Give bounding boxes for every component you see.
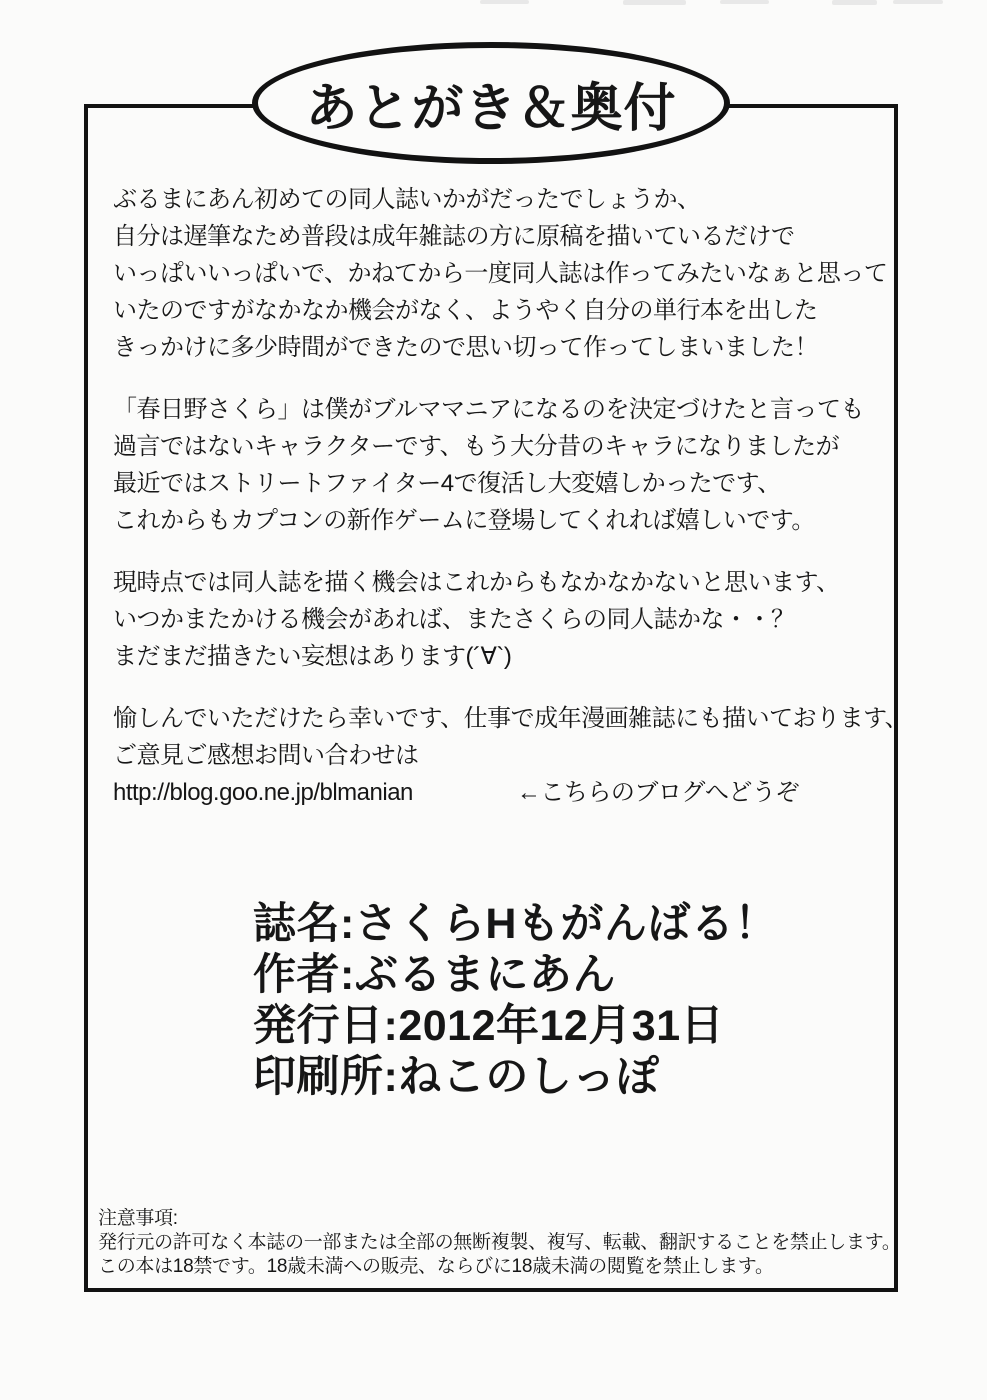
text-line: ご意見ご感想お問い合わせは xyxy=(113,742,419,769)
text-line: これからもカプコンの新作ゲームに登場してくれれば嬉しいです。 xyxy=(113,507,815,534)
paragraph-future xyxy=(113,564,903,675)
notice-age-restriction: この本は18禁です。18歳未満への販売、ならびに18歳未満の閲覧を禁止します。 xyxy=(98,1256,774,1277)
paragraph-character xyxy=(113,391,903,539)
title-ellipse xyxy=(252,42,730,164)
text-line: 自分は遅筆なため普段は成年雑誌の方に原稿を描いているだけで xyxy=(113,223,795,250)
text-line: きっかけに多少時間ができたので思い切って作ってしまいました！ xyxy=(113,334,818,361)
colophon-block xyxy=(253,899,778,1103)
colophon-printer: 印刷所:ねこのしっぽ xyxy=(253,1053,660,1101)
scan-artifact xyxy=(832,0,877,5)
text-line: 愉しんでいただけたら幸いです、仕事で成年漫画雑誌にも描いております、 xyxy=(113,705,909,732)
text-line: 過言ではないキャラクターです、もう大分昔のキャラになりましたが xyxy=(113,433,840,460)
colophon-publish-date: 発行日:2012年12月31日 xyxy=(253,1002,725,1050)
notice-block xyxy=(98,1207,901,1279)
colophon-book-title: 誌名:さくらHもがんばる！ xyxy=(253,900,778,948)
text-line: 現時点では同人誌を描く機会はこれからもなかなかないと思います、 xyxy=(113,569,840,596)
notice-copyright: 発行元の許可なく本誌の一部または全部の無断複製、複写、転載、翻訳することを禁止します。 xyxy=(98,1232,901,1253)
text-line: 最近ではストリートファイター4で復活し大変嬉しかったです、 xyxy=(113,470,781,497)
scan-artifact xyxy=(623,0,686,5)
blog-url: http://blog.goo.ne.jp/blmanian xyxy=(113,779,413,806)
text-line: 「春日野さくら」は僕がブルママニアになるのを決定づけたと言っても xyxy=(113,396,865,423)
scan-artifact xyxy=(893,0,943,4)
scan-artifact xyxy=(720,0,769,4)
text-line: まだまだ描きたい妄想はあります(´∀`) xyxy=(113,643,512,670)
text-line: ぶるまにあん初めての同人誌いかがだったでしょうか、 xyxy=(113,186,701,213)
paragraph-contact xyxy=(113,700,909,811)
scan-artifact xyxy=(480,0,529,4)
paragraph-intro xyxy=(113,181,903,366)
text-line: いつかまたかける機会があれば、またさくらの同人誌かな・・？ xyxy=(113,606,795,633)
colophon-author: 作者:ぶるまにあん xyxy=(253,951,616,999)
afterword-body xyxy=(113,181,909,836)
text-line: いっぱいいっぱいで、かねてから一度同人誌は作ってみたいなぁと思って xyxy=(113,260,888,287)
text-line: いたのですがなかなか機会がなく、ようやく自分の単行本を出した xyxy=(113,297,818,324)
blog-url-line xyxy=(113,774,903,811)
notice-heading: 注意事項: xyxy=(98,1208,178,1229)
blog-arrow-note: ←こちらのブログへどうぞ xyxy=(516,779,799,806)
page-title: あとがき＆奥付 xyxy=(305,79,677,138)
